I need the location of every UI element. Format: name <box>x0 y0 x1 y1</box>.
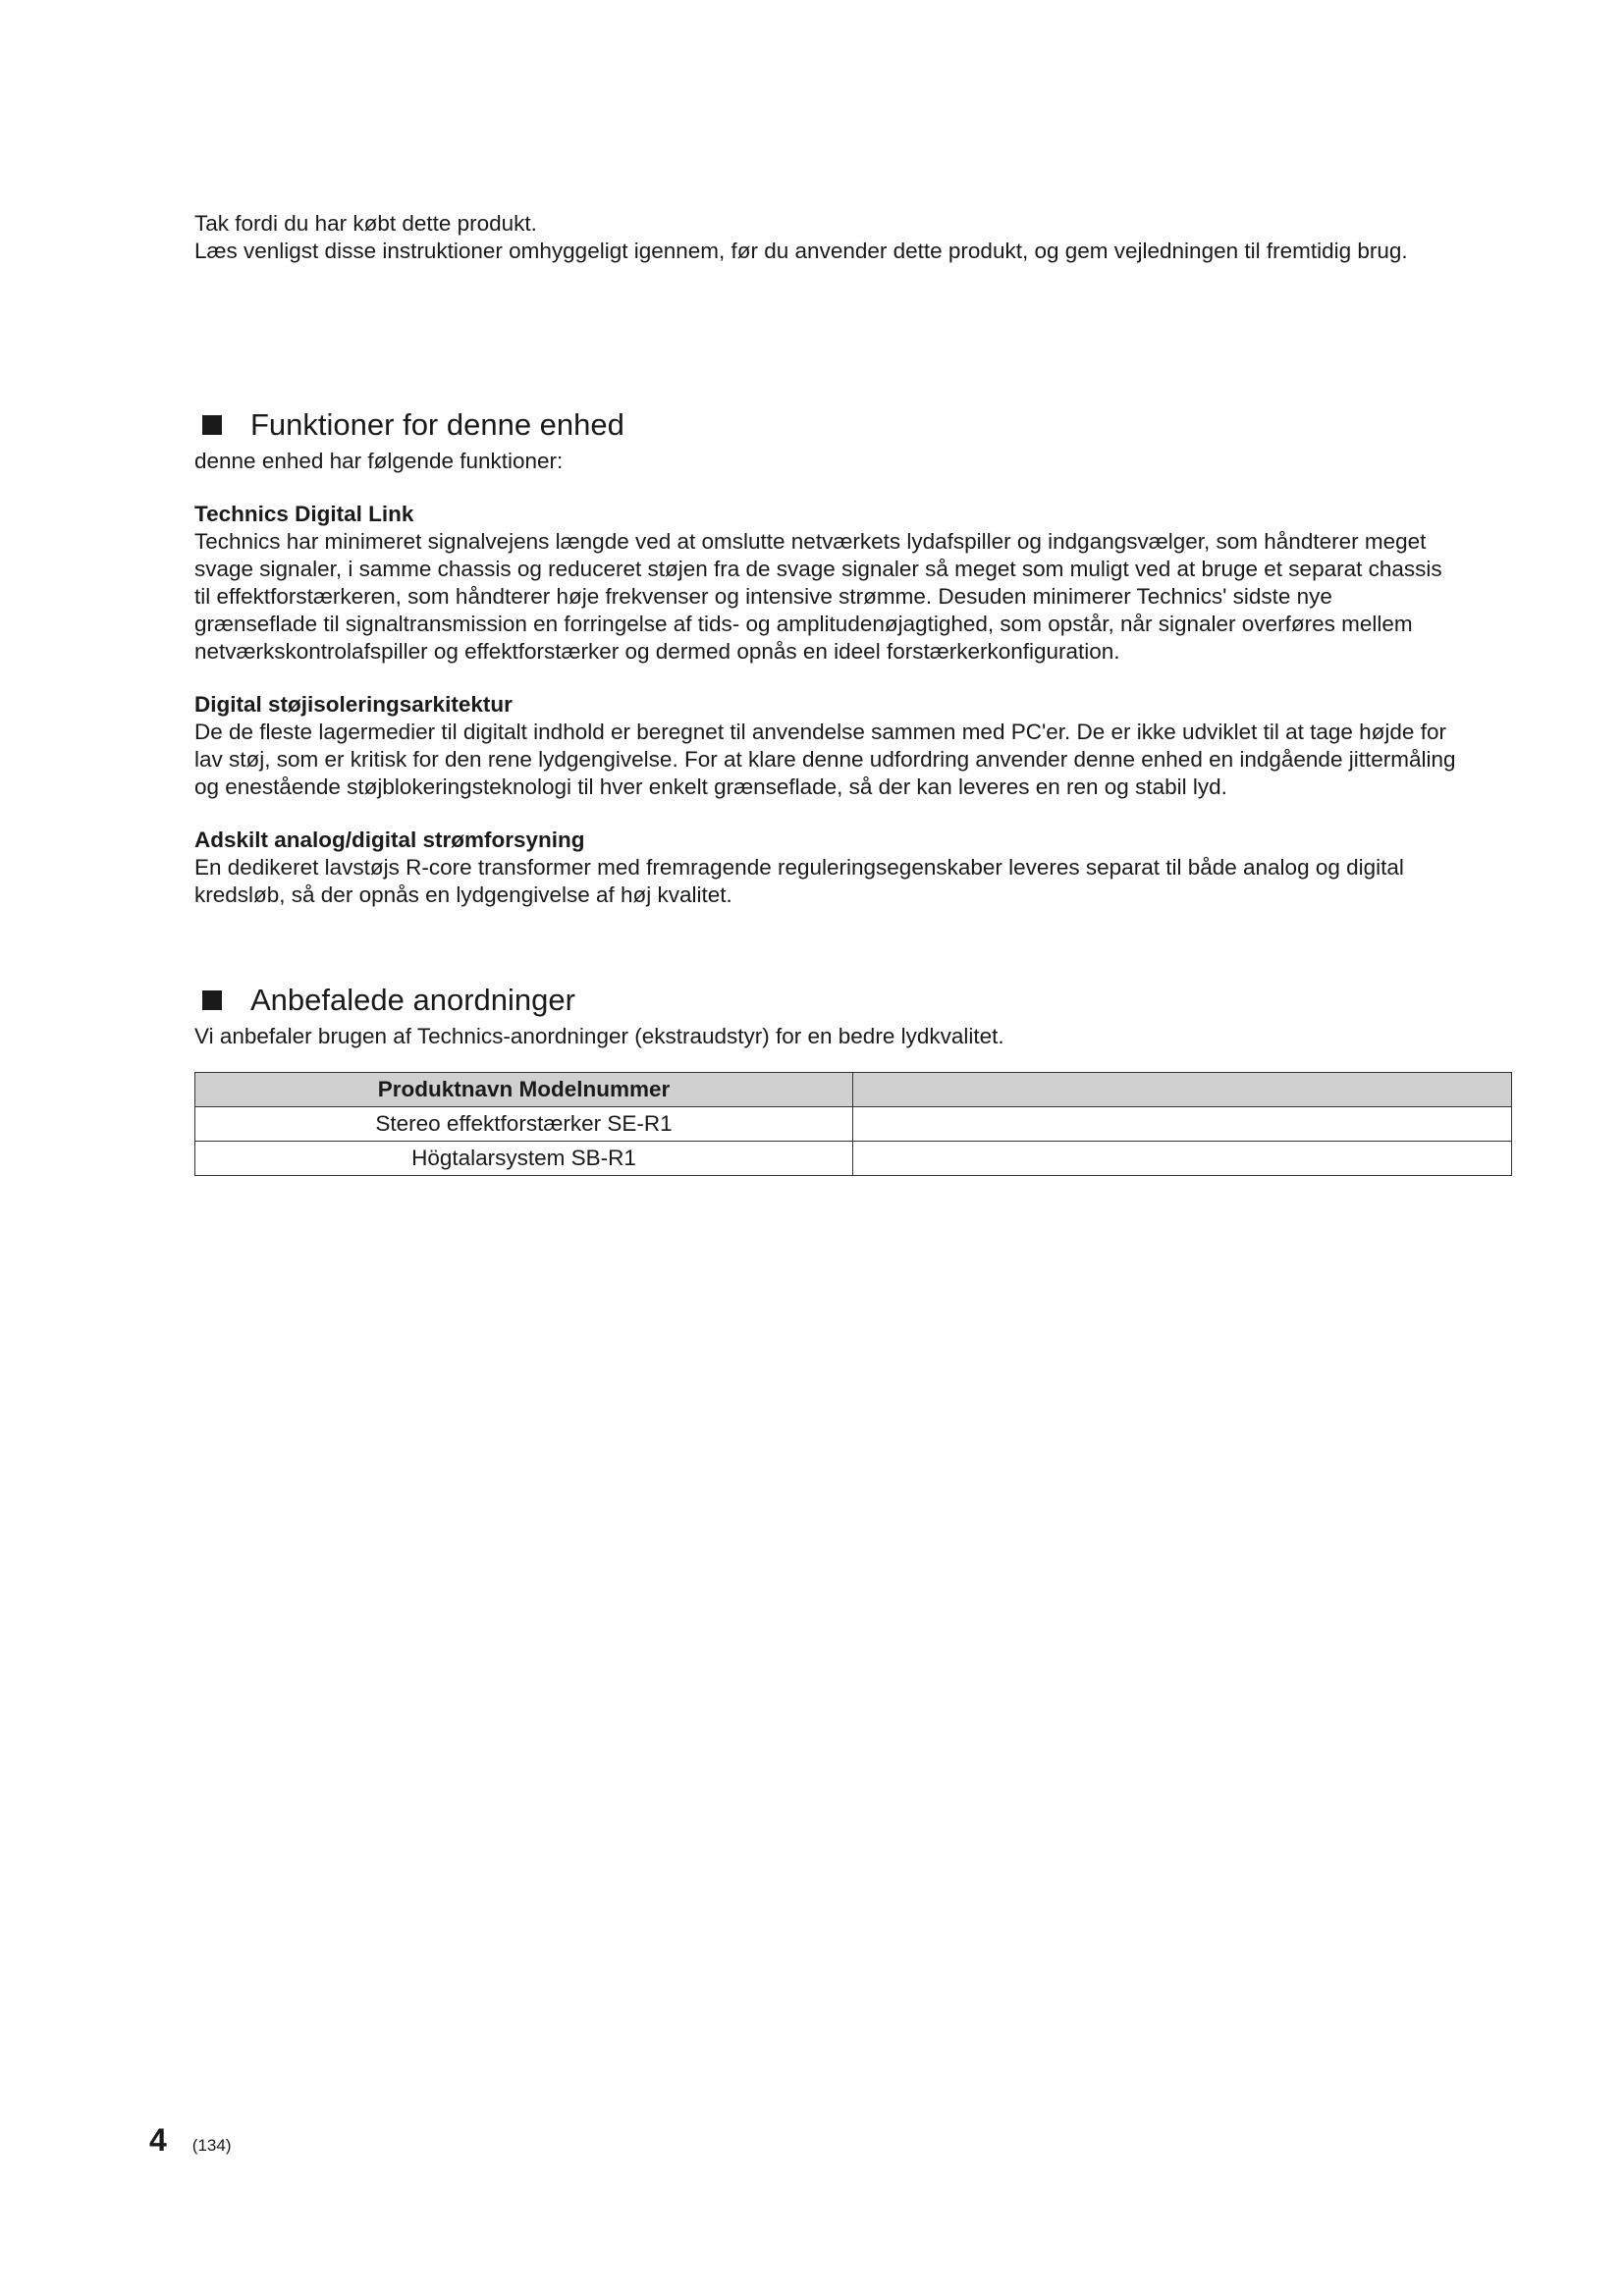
intro-line: Tak fordi du har købt dette produkt. <box>194 211 537 236</box>
table-cell: Stereo effektforstærker SE-R1 <box>195 1107 853 1142</box>
functions-heading-text: Funktioner for denne enhed <box>250 407 624 442</box>
feature-noise-isolation <box>194 691 1522 801</box>
devices-heading-text: Anbefalede anordninger <box>250 983 575 1017</box>
feature-power-supply <box>194 827 1522 909</box>
feature-line: Technics har minimeret signalvejens længde ved at omslutte netværkets lydafspiller og indgangsvælger, som håndterer meget <box>194 529 1427 554</box>
feature-line: svage signaler, i samme chassis og reduceret støjen fra de svage signaler så meget som muligt ved at bruge et separat chassis <box>194 557 1442 581</box>
devices-section <box>194 982 1522 1176</box>
table-row <box>195 1142 1512 1176</box>
square-bullet-icon <box>202 990 222 1010</box>
devices-heading <box>194 982 1522 1019</box>
table-cell <box>853 1107 1512 1142</box>
table-cell <box>853 1142 1512 1176</box>
feature-line: lav støj, som er kritisk for den rene lydgengivelse. For at klare denne udfordring anvender denne enhed en indgående jittermåling <box>194 747 1456 772</box>
feature-title: Digital støjisoleringsarkitektur <box>194 692 513 717</box>
functions-heading <box>194 406 1522 444</box>
feature-digital-link <box>194 501 1522 666</box>
intro-text <box>194 210 1522 265</box>
functions-section <box>194 406 1522 909</box>
table-header-row <box>195 1073 1512 1107</box>
intro-line: Læs venligst disse instruktioner omhyggeligt igennem, før du anvender dette produkt, og gem vejledningen til fremtidig brug. <box>194 239 1408 263</box>
feature-line: og enestående støjblokeringsteknologi til hver enkelt grænseflade, så der kan leveres en ren og stabil lyd. <box>194 774 1227 799</box>
table-row <box>195 1107 1512 1142</box>
page-footer <box>149 2122 231 2163</box>
devices-table <box>194 1072 1512 1176</box>
devices-lead: Vi anbefaler brugen af Technics-anordninger (ekstraudstyr) for en bedre lydkvalitet. <box>194 1024 1004 1048</box>
feature-title: Adskilt analog/digital strømforsyning <box>194 828 585 852</box>
feature-line: grænseflade til signaltransmission en forringelse af tids- og amplitudenøjagtighed, som opstår, når signaler overføres mellem <box>194 612 1413 636</box>
feature-line: kredsløb, så der opnås en lydgengivelse af høj kvalitet. <box>194 882 732 907</box>
page-content <box>194 210 1522 1176</box>
page-number: 4 <box>149 2122 167 2158</box>
table-header-cell: Produktnavn Modelnummer <box>195 1073 853 1107</box>
table-header-cell <box>853 1073 1512 1107</box>
table-cell: Högtalarsystem SB-R1 <box>195 1142 853 1176</box>
functions-lead: denne enhed har følgende funktioner: <box>194 449 564 473</box>
square-bullet-icon <box>202 415 222 435</box>
feature-title: Technics Digital Link <box>194 502 414 526</box>
feature-line: til effektforstærkeren, som håndterer høje frekvenser og intensive strømme. Desuden minimerer Technics' sidste nye <box>194 584 1332 609</box>
feature-line: netværkskontrolafspiller og effektforstærker og dermed opnås en ideel forstærkerkonfiguration. <box>194 639 1120 664</box>
page-total: (134) <box>191 2136 232 2155</box>
feature-line: De de fleste lagermedier til digitalt indhold er beregnet til anvendelse sammen med PC'er. De er ikke udviklet til at tage højde for <box>194 720 1446 744</box>
feature-line: En dedikeret lavstøjs R-core transformer med fremragende reguleringsegenskaber leveres separat til både analog og digital <box>194 855 1404 880</box>
